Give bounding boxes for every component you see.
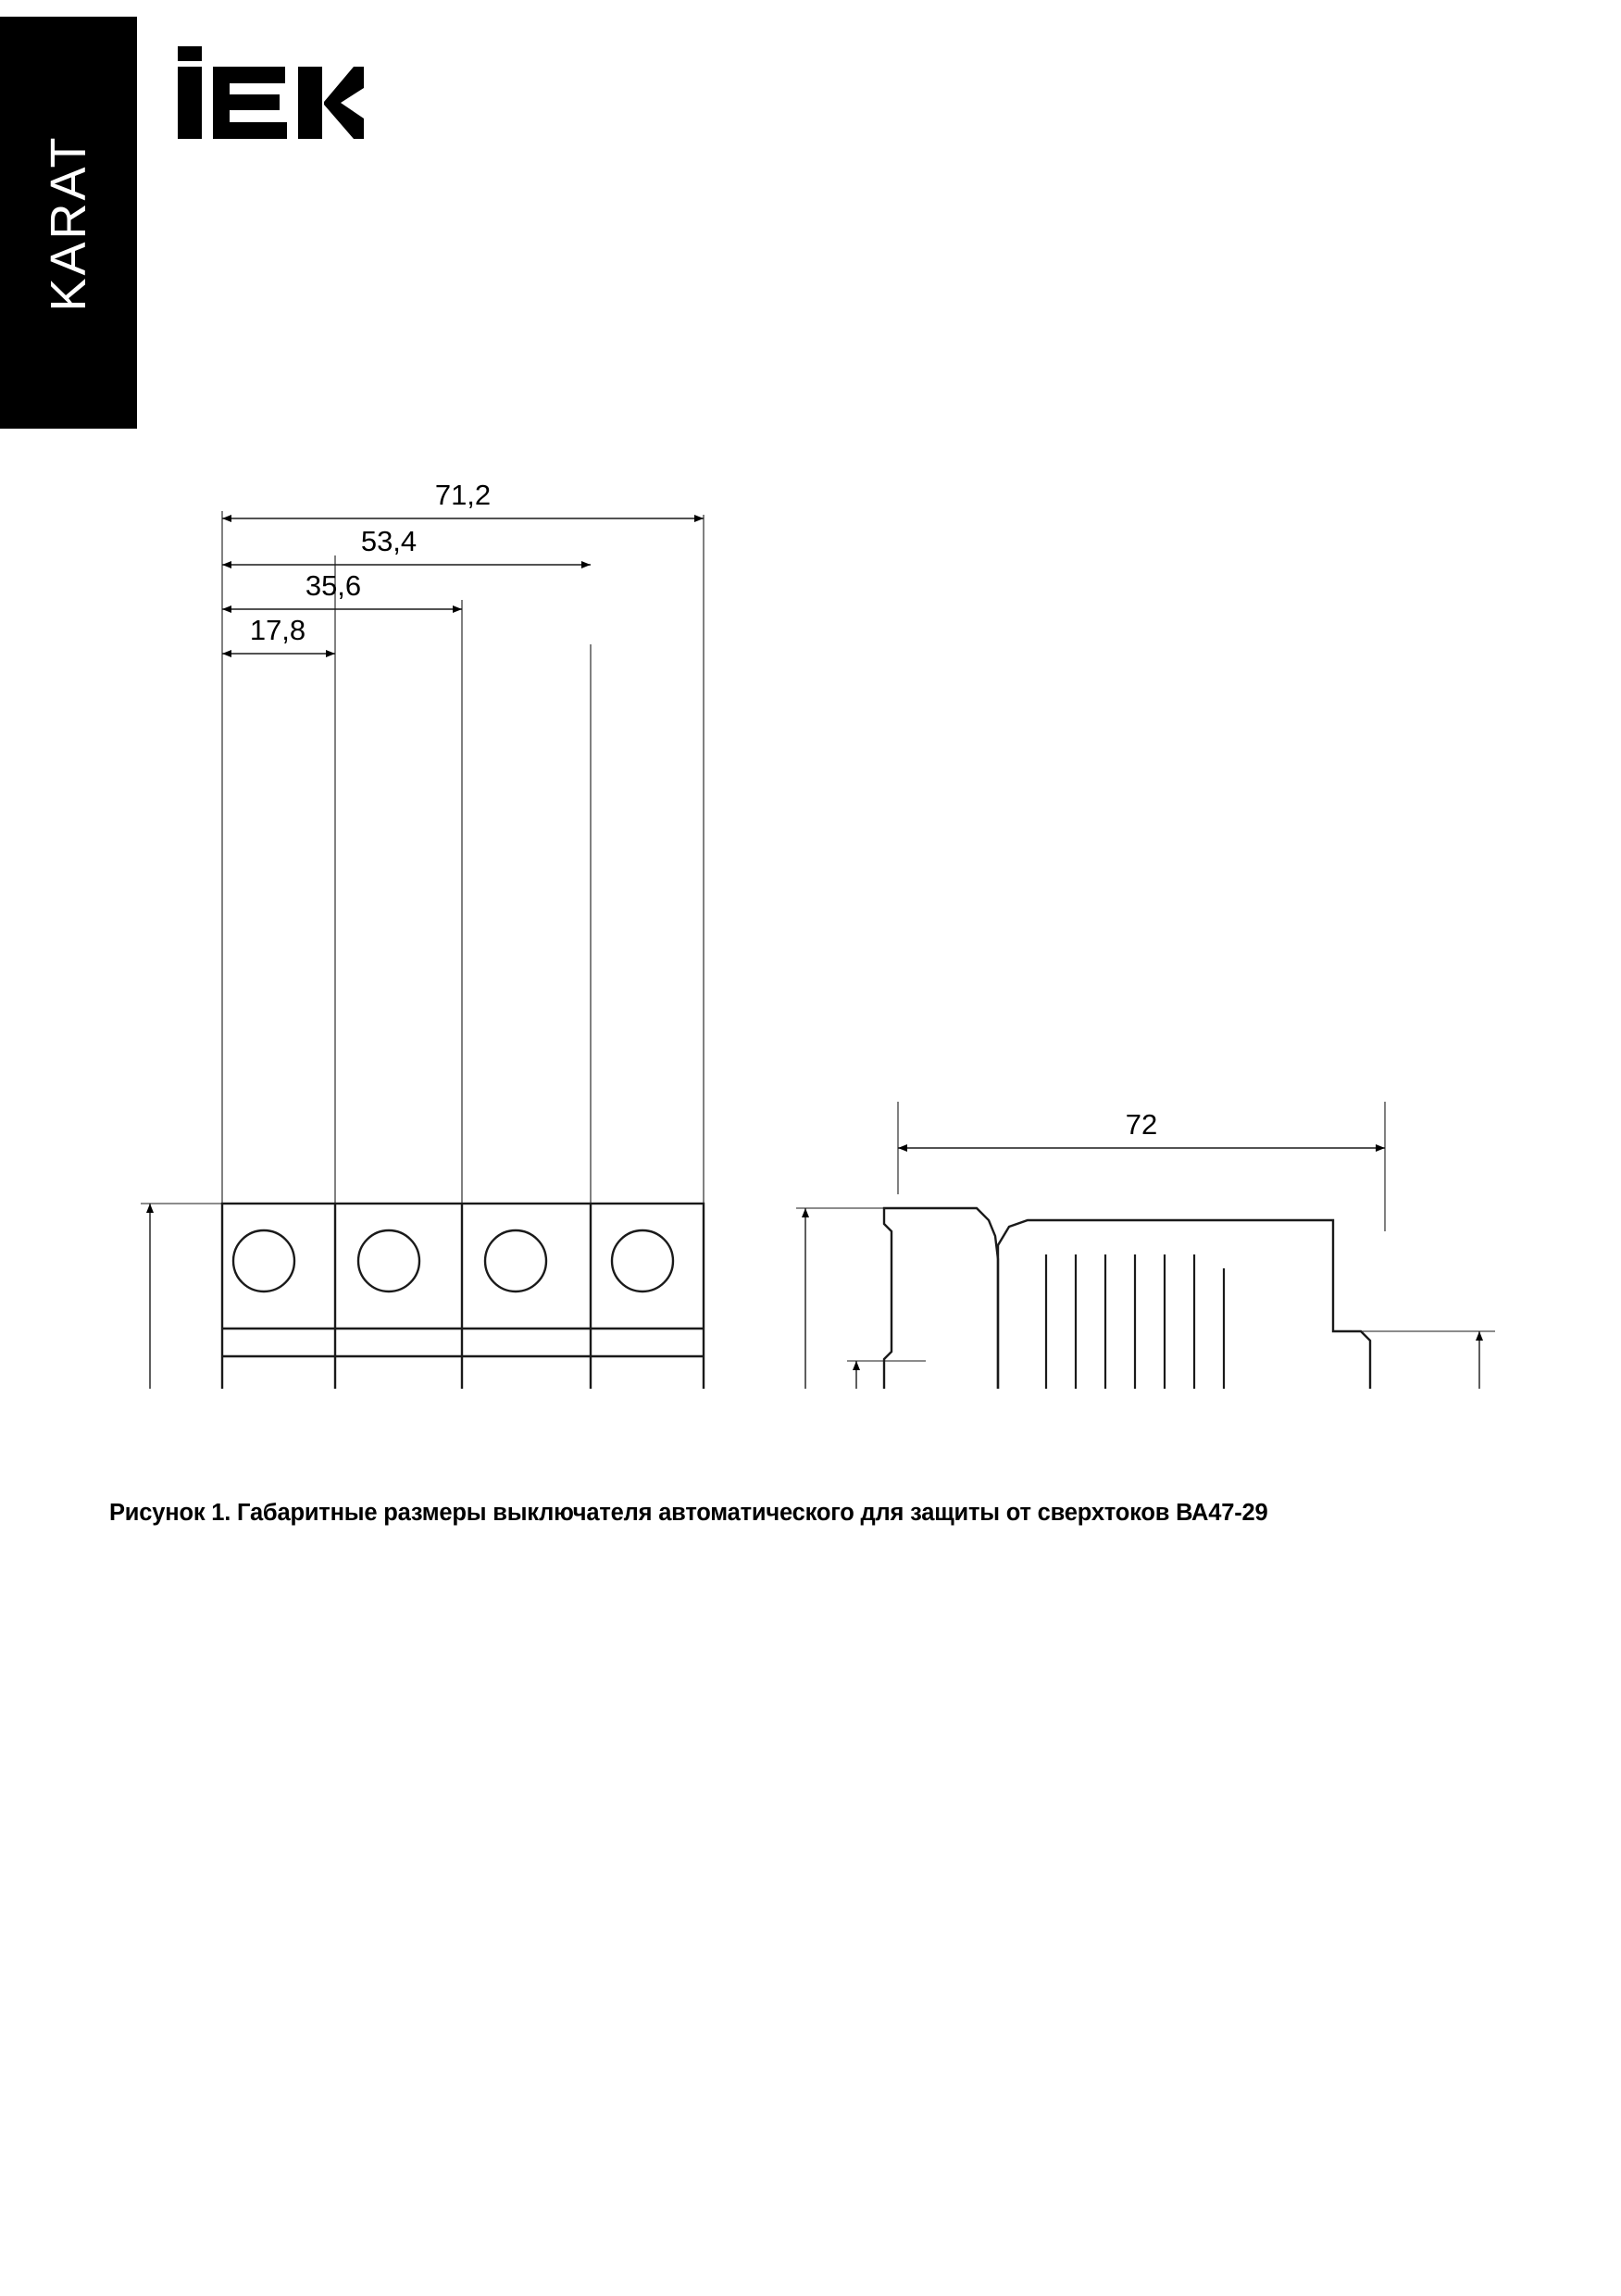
- dim-71-2: 71,2: [434, 479, 492, 511]
- series-brand-bar: [0, 17, 137, 429]
- dim-53-4: 53,4: [360, 525, 418, 557]
- dim-17-8: 17,8: [249, 614, 306, 646]
- dim-35-6: 35,6: [305, 569, 362, 602]
- iek-logo: [176, 46, 366, 144]
- dim-72: 72: [1125, 1108, 1158, 1141]
- figure-caption: Рисунок 1. Габаритные размеры выключателя автоматического для защиты от сверхтоков ВА47-29: [109, 1500, 1268, 1526]
- technical-drawing: [0, 463, 1621, 1389]
- series-label: KARAT: [41, 133, 96, 312]
